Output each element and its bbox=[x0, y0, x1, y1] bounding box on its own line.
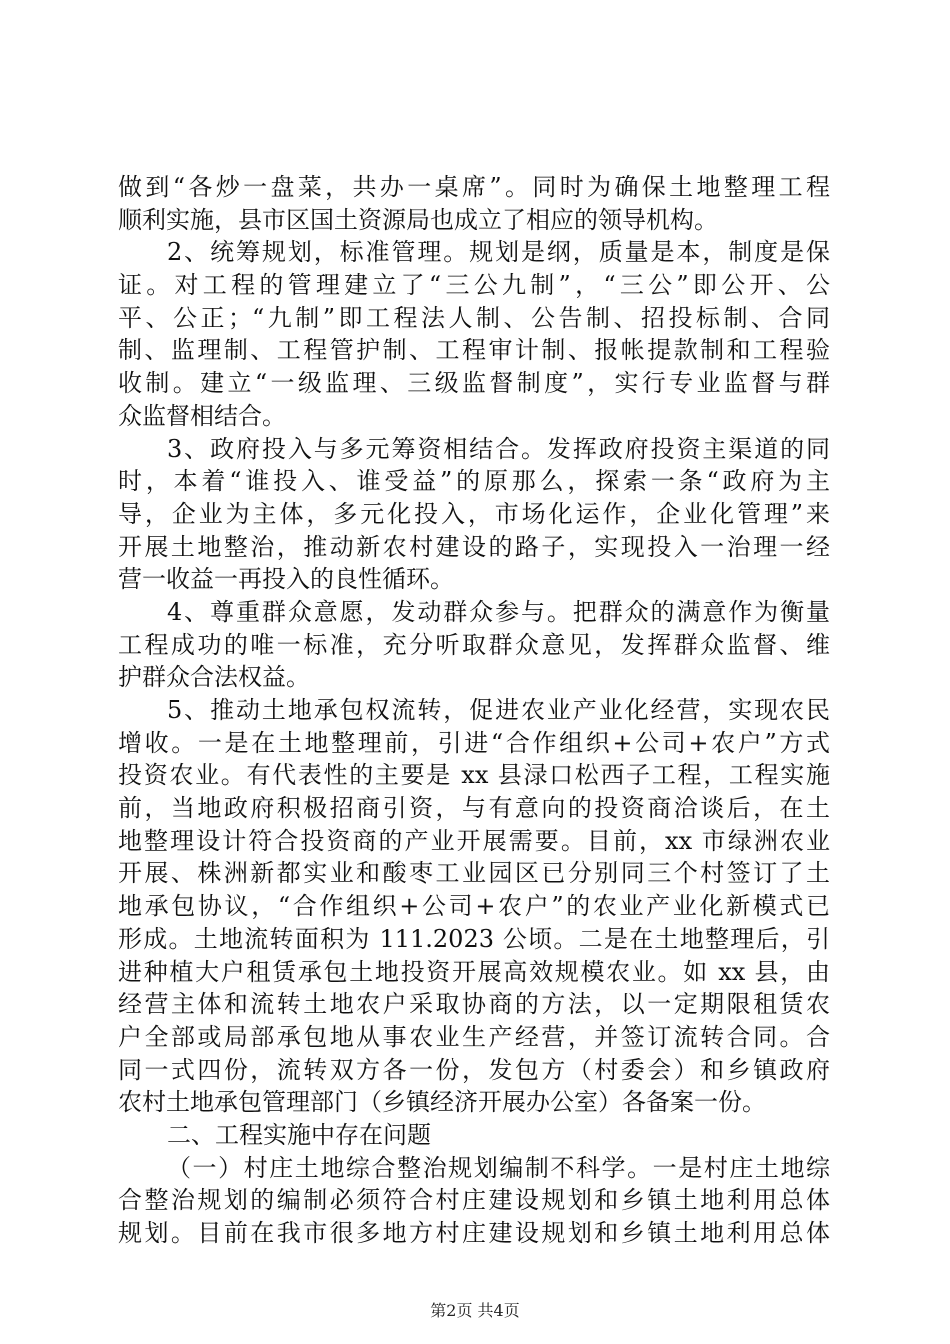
text-line: 二、工程实施中存在问题 bbox=[167, 1120, 431, 1149]
text-line: 5、推动土地承包权流转，促进农业产业化经营，实现农民 bbox=[167, 696, 830, 724]
text-line: 农村土地承包管理部门（乡镇经济开展办公室）各备案一份。 bbox=[118, 1088, 766, 1117]
text-line: 地承包协议，“合作组织+公司+农户”的农业产业化新模式已 bbox=[118, 892, 830, 921]
text-line: 3、政府投入与多元筹资相结合。发挥政府投资主渠道的同 bbox=[167, 434, 830, 463]
text-line: 进种植大户租赁承包土地投资开展高效规模农业。如 xx 县，由 bbox=[118, 957, 830, 986]
text-line: 经营主体和流转土地农户采取协商的方法，以一定期限租赁农 bbox=[118, 990, 830, 1019]
text-line: 开展土地整治，推动新农村建设的路子，实现投入一治理一经 bbox=[118, 532, 830, 561]
text-line: 前，当地政府积极招商引资，与有意向的投资商洽谈后，在土 bbox=[118, 794, 830, 823]
text-line: 户全部或局部承包地从事农业生产经营，并签订流转合同。合 bbox=[118, 1022, 830, 1051]
text-line: 众监督相结合。 bbox=[118, 401, 286, 430]
text-line: 投资农业。有代表性的主要是 xx 县渌口松西子工程，工程实施 bbox=[118, 761, 830, 790]
page-footer: 第2页 共4页 bbox=[430, 1301, 520, 1320]
text-line: 工程成功的唯一标准，充分听取群众意见，发挥群众监督、维 bbox=[118, 630, 830, 659]
text-line: 增收。一是在土地整理前，引进“合作组织+公司+农户”方式 bbox=[118, 728, 830, 757]
text-line: 规划。目前在我市很多地方村庄建设规划和乡镇土地利用总体 bbox=[118, 1219, 830, 1247]
document-body bbox=[118, 171, 830, 1250]
text-line: 同一式四份，流转双方各一份，发包方（村委会）和乡镇政府 bbox=[118, 1055, 830, 1084]
text-line: 4、尊重群众意愿，发动群众参与。把群众的满意作为衡量 bbox=[167, 597, 830, 626]
text-line: 导，企业为主体，多元化投入，市场化运作，企业化管理”来 bbox=[118, 499, 830, 528]
text-line: 形成。土地流转面积为 111.2023 公顷。二是在土地整理后，引 bbox=[118, 924, 830, 953]
text-line: 开展、株洲新都实业和酸枣工业园区已分别同三个村签订了土 bbox=[118, 859, 830, 888]
text-line: 平、公正；“九制”即工程法人制、公告制、招投标制、合同 bbox=[118, 303, 830, 332]
text-line: 做到“各炒一盘菜，共办一桌席”。同时为确保土地整理工程 bbox=[118, 173, 830, 201]
text-line: 地整理设计符合投资商的产业开展需要。目前，xx 市绿洲农业 bbox=[118, 826, 830, 855]
text-line: （一）村庄土地综合整治规划编制不科学。一是村庄土地综 bbox=[167, 1153, 830, 1182]
text-line: 制、监理制、工程管护制、工程审计制、报帐提款制和工程验 bbox=[118, 336, 830, 365]
text-line: 护群众合法权益。 bbox=[118, 663, 310, 692]
text-line: 顺利实施，县市区国土资源局也成立了相应的领导机构。 bbox=[118, 205, 718, 234]
text-line: 营一收益一再投入的良性循环。 bbox=[118, 565, 454, 594]
text-line: 证。对工程的管理建立了“三公九制”，“三公”即公开、公 bbox=[118, 271, 830, 300]
text-line: 合整治规划的编制必须符合村庄建设规划和乡镇土地利用总体 bbox=[118, 1186, 830, 1215]
text-line: 收制。建立“一级监理、三级监督制度”，实行专业监督与群 bbox=[118, 369, 830, 398]
text-line: 2、统筹规划，标准管理。规划是纲，质量是本，制度是保 bbox=[167, 238, 830, 267]
text-line: 时，本着“谁投入、谁受益”的原那么，探索一条“政府为主 bbox=[118, 467, 830, 496]
